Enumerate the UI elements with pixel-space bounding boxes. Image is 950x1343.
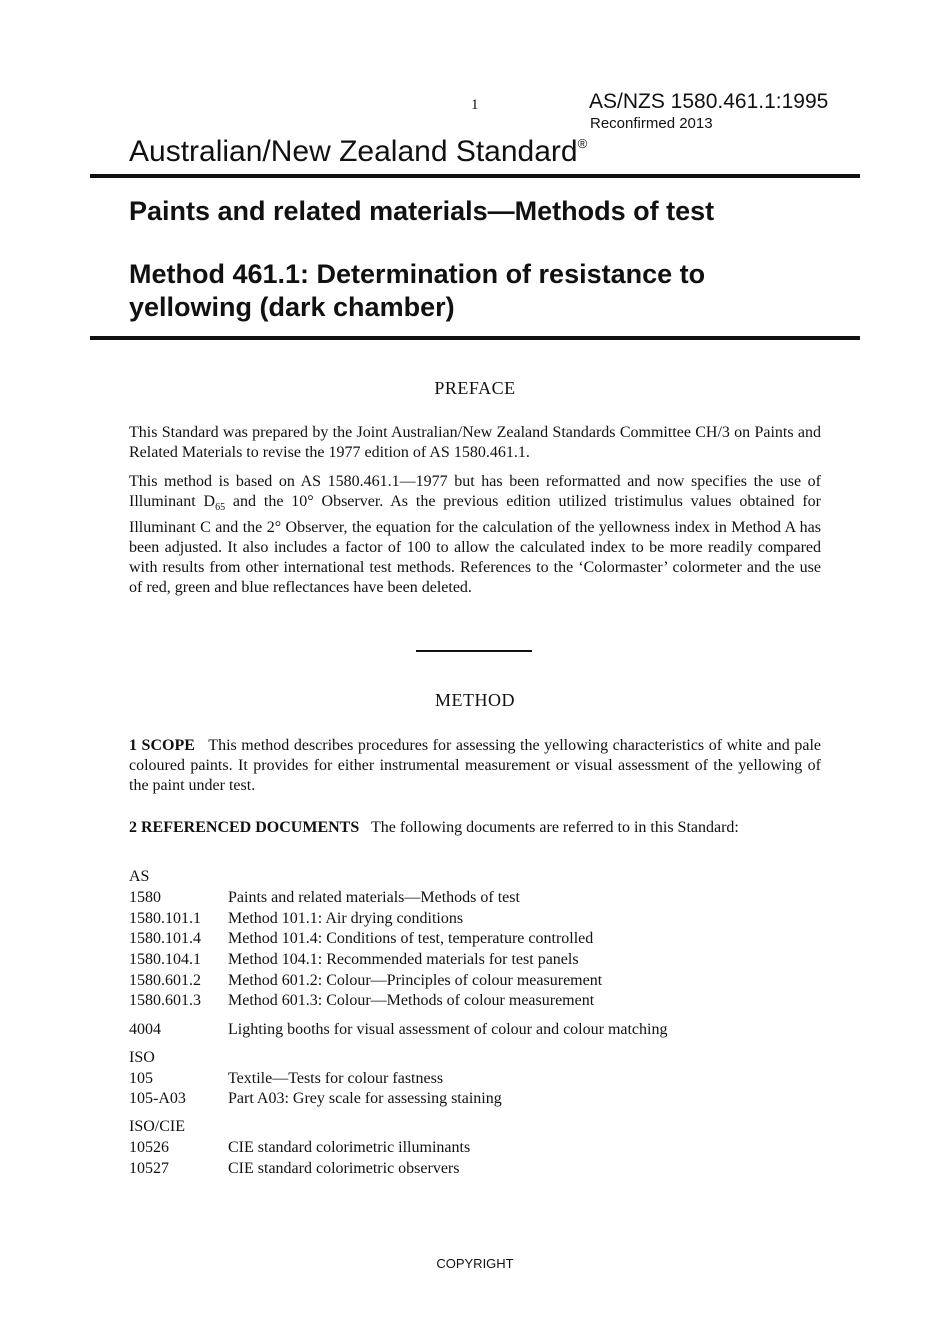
referenced-documents-text: The following documents are referred to in this Standard:	[370, 819, 739, 836]
document-title: Paints and related materials—Methods of test	[129, 196, 715, 226]
preface-paragraph-1: This Standard was prepared by the Joint Australian/New Zealand Standards Committee CH/3 on Paints and Related Materials to revise the 1977 edition of AS 1580.461.1.	[129, 424, 821, 461]
page-number: 1	[471, 97, 479, 113]
scope-text: This method describes procedures for assessing the yellowing characteristics of white and pale coloured paints. It provides for either instrumental measurement or visual assessment of the yellowing of the paint under test.	[129, 737, 822, 794]
reference-title: Method 101.4: Conditions of test, temperature controlled	[228, 930, 594, 947]
reference-code: 105	[129, 1070, 153, 1087]
reference-code: 10527	[129, 1160, 169, 1177]
illuminant-subscript: 65	[215, 502, 226, 514]
reference-code: 1580.104.1	[129, 951, 201, 968]
preface-heading: PREFACE	[434, 378, 516, 398]
reference-code: 1580.601.2	[129, 972, 201, 989]
reference-code: 1580	[129, 889, 161, 906]
standard-type-heading	[129, 135, 587, 169]
reference-title: CIE standard colorimetric observers	[228, 1160, 460, 1177]
reference-title: CIE standard colorimetric illuminants	[228, 1139, 471, 1156]
referenced-documents-clause	[129, 818, 821, 838]
reference-code: 1580.101.4	[129, 930, 201, 947]
scope-clause	[129, 736, 821, 796]
preface-paragraph-2-rest: and the 10° Observer. As the previous edition utilized tristimulus values obtained for Illuminant C and the 2° Observer, the equation for the calculation of the yellowness index in Method A has been adjusted. It also includes a factor of 100 to allow the calculated index to be more readily compared with results from other international test methods. References to the ‘Colormaster’ colormeter and the use of red, green and blue reflectances have been deleted.	[129, 493, 821, 597]
reference-title: Textile—Tests for colour fastness	[228, 1070, 444, 1087]
method-title: Method 461.1: Determination of resistance to yellowing (dark chamber)	[129, 259, 706, 322]
reference-code: AS	[129, 868, 150, 885]
reference-code: ISO/CIE	[129, 1118, 185, 1135]
reference-title: Method 601.2: Colour—Principles of colour measurement	[228, 972, 603, 989]
reference-title: Method 601.3: Colour—Methods of colour measurement	[228, 992, 595, 1009]
reference-code: 105-A03	[129, 1090, 186, 1107]
reference-title: Paints and related materials—Methods of test	[228, 889, 520, 906]
registered-mark: ®	[577, 136, 588, 151]
reference-code: ISO	[129, 1049, 155, 1066]
referenced-documents-label: 2 REFERENCED DOCUMENTS	[129, 819, 360, 836]
reference-code: 10526	[129, 1139, 169, 1156]
method-heading: METHOD	[435, 690, 515, 710]
reference-title: Part A03: Grey scale for assessing staining	[228, 1090, 502, 1107]
copyright-footer: COPYRIGHT	[436, 1256, 514, 1271]
reconfirmed-note: Reconfirmed 2013	[590, 115, 713, 132]
reference-title: Method 104.1: Recommended materials for test panels	[228, 951, 579, 968]
section-divider	[416, 650, 532, 652]
preface-paragraph-2	[129, 472, 821, 598]
standard-type-text: Australian/New Zealand Standard	[129, 135, 578, 168]
preface-paragraph-2-start: This method is based on AS 1580.461.1—1977 but has been reformatted and now specifies the use of Illuminant D	[129, 473, 821, 510]
top-rule	[90, 174, 860, 178]
reference-code: 1580.101.1	[129, 910, 201, 927]
reference-code: 4004	[129, 1021, 161, 1038]
reference-code: 1580.601.3	[129, 992, 201, 1009]
standard-number: AS/NZS 1580.461.1:1995	[589, 90, 829, 113]
bottom-rule	[90, 336, 860, 340]
reference-title: Method 101.1: Air drying conditions	[228, 910, 464, 927]
reference-title: Lighting booths for visual assessment of colour and colour matching	[228, 1021, 668, 1038]
scope-label: 1 SCOPE	[129, 737, 195, 754]
